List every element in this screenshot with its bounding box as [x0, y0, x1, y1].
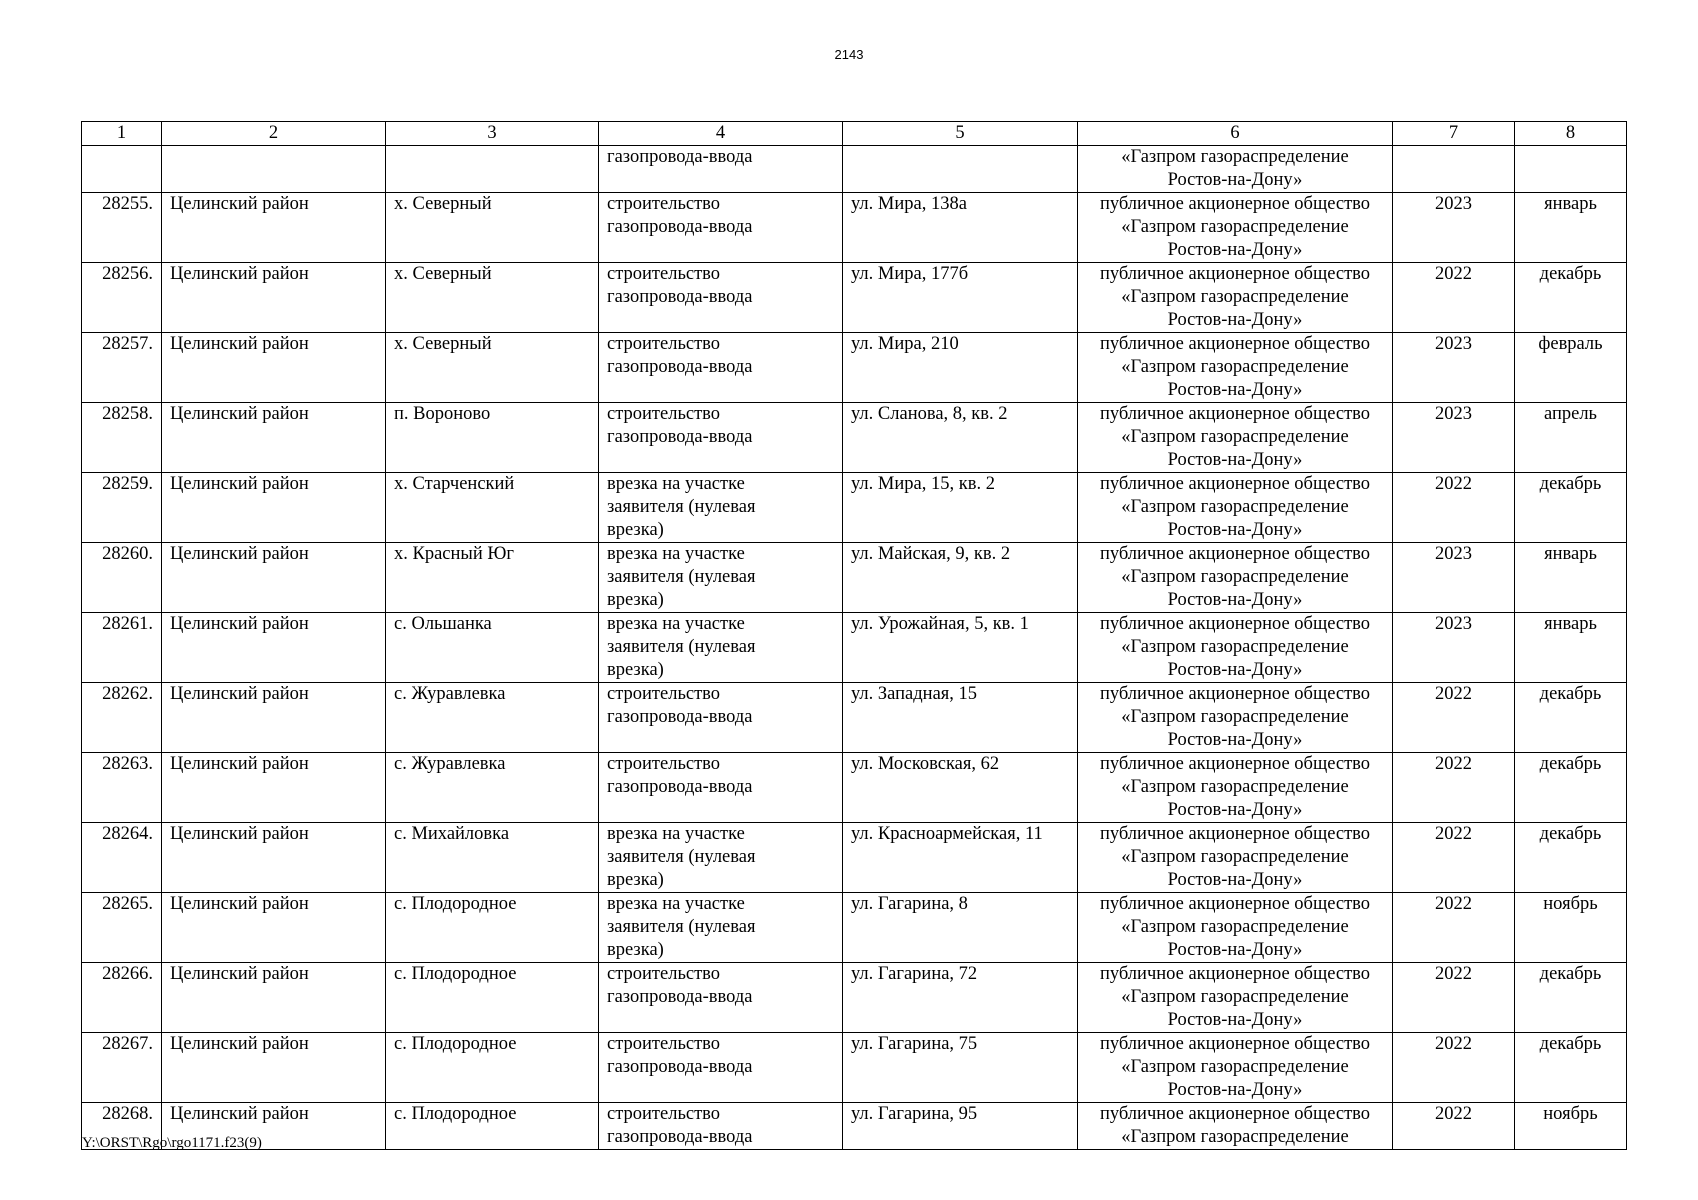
cell-year: 2022	[1393, 263, 1515, 333]
cell-organization	[1078, 403, 1393, 473]
cell-year: 2022	[1393, 1103, 1515, 1150]
cell-work	[599, 963, 843, 1033]
header-cell: 4	[599, 122, 843, 146]
cell-year: 2023	[1393, 403, 1515, 473]
org-line: «Газпром газораспределение	[1121, 1127, 1349, 1147]
work-line: врезка на участке	[607, 474, 745, 494]
org-line: «Газпром газораспределение	[1121, 637, 1349, 657]
cell-district: Целинский район	[162, 613, 386, 683]
org-line: публичное акционерное общество	[1099, 964, 1371, 984]
work-line: строительство	[607, 684, 721, 704]
table-row	[82, 893, 1627, 963]
cell-month: январь	[1515, 193, 1627, 263]
cell-num: 28268.	[82, 1103, 162, 1150]
cell-num: 28255.	[82, 193, 162, 263]
cell-month: декабрь	[1515, 473, 1627, 543]
cell-year: 2023	[1393, 333, 1515, 403]
org-line: Ростов-на-Дону»	[1167, 730, 1303, 750]
org-line: «Газпром газораспределение	[1121, 707, 1349, 727]
cell-organization	[1078, 146, 1393, 193]
cell-district: Целинский район	[162, 473, 386, 543]
cell-work	[599, 333, 843, 403]
org-line: «Газпром газораспределение	[1121, 217, 1349, 237]
cell-work	[599, 473, 843, 543]
org-line: публичное акционерное общество	[1099, 754, 1371, 774]
gas-connection-table	[81, 121, 1627, 1150]
cell-address	[843, 146, 1078, 193]
cell-address: ул. Красноармейская, 11	[843, 823, 1078, 893]
cell-organization	[1078, 473, 1393, 543]
page-number: 2143	[834, 47, 864, 62]
cell-work	[599, 613, 843, 683]
cell-organization	[1078, 683, 1393, 753]
cell-work	[599, 893, 843, 963]
work-line: врезка)	[607, 940, 664, 960]
org-line: Ростов-на-Дону»	[1167, 1010, 1303, 1030]
cell-year: 2022	[1393, 823, 1515, 893]
cell-year: 2022	[1393, 963, 1515, 1033]
work-line: газопровода-ввода	[607, 1057, 753, 1077]
table-row	[82, 333, 1627, 403]
header-cell: 6	[1078, 122, 1393, 146]
cell-organization	[1078, 543, 1393, 613]
header-cell: 1	[82, 122, 162, 146]
header-cell: 2	[162, 122, 386, 146]
cell-settlement: п. Вороново	[386, 403, 599, 473]
cell-month: декабрь	[1515, 963, 1627, 1033]
cell-month: ноябрь	[1515, 1103, 1627, 1150]
work-line: строительство	[607, 1034, 721, 1054]
table-row	[82, 263, 1627, 333]
org-line: Ростов-на-Дону»	[1167, 590, 1303, 610]
table-row	[82, 193, 1627, 263]
work-line: заявителя (нулевая	[607, 847, 756, 867]
cell-num: 28267.	[82, 1033, 162, 1103]
cell-organization	[1078, 193, 1393, 263]
cell-organization	[1078, 893, 1393, 963]
cell-organization	[1078, 613, 1393, 683]
org-line: «Газпром газораспределение	[1121, 777, 1349, 797]
cell-organization	[1078, 1033, 1393, 1103]
org-line: публичное акционерное общество	[1099, 684, 1371, 704]
file-path-footer: Y:\ORST\Rgo\rgo1171.f23(9)	[82, 1135, 262, 1151]
org-line: Ростов-на-Дону»	[1167, 450, 1303, 470]
cell-work	[599, 193, 843, 263]
org-line: Ростов-на-Дону»	[1167, 1080, 1303, 1100]
work-line: строительство	[607, 1104, 721, 1124]
cell-address: ул. Сланова, 8, кв. 2	[843, 403, 1078, 473]
work-line: строительство	[607, 964, 721, 984]
work-line: врезка)	[607, 520, 664, 540]
table-row	[82, 473, 1627, 543]
cell-district: Целинский район	[162, 543, 386, 613]
cell-year: 2023	[1393, 193, 1515, 263]
cell-district	[162, 146, 386, 193]
work-line: строительство	[607, 334, 721, 354]
cell-work	[599, 1033, 843, 1103]
work-line: заявителя (нулевая	[607, 637, 756, 657]
cell-work	[599, 146, 843, 193]
cell-district: Целинский район	[162, 263, 386, 333]
work-line: газопровода-ввода	[607, 427, 753, 447]
cell-address: ул. Московская, 62	[843, 753, 1078, 823]
cell-num: 28256.	[82, 263, 162, 333]
cell-settlement: с. Журавлевка	[386, 753, 599, 823]
org-line: публичное акционерное общество	[1099, 544, 1371, 564]
cell-year: 2022	[1393, 753, 1515, 823]
cell-num: 28257.	[82, 333, 162, 403]
cell-settlement: с. Плодородное	[386, 1033, 599, 1103]
cell-work	[599, 263, 843, 333]
org-line: публичное акционерное общество	[1099, 824, 1371, 844]
cell-month	[1515, 146, 1627, 193]
cell-month: апрель	[1515, 403, 1627, 473]
org-line: Ростов-на-Дону»	[1167, 170, 1303, 190]
cell-num: 28260.	[82, 543, 162, 613]
org-line: «Газпром газораспределение	[1121, 427, 1349, 447]
cell-district: Целинский район	[162, 193, 386, 263]
cell-month: декабрь	[1515, 823, 1627, 893]
org-line: «Газпром газораспределение	[1121, 147, 1349, 167]
cell-address: ул. Гагарина, 8	[843, 893, 1078, 963]
cell-work	[599, 683, 843, 753]
cell-month: декабрь	[1515, 683, 1627, 753]
work-line: врезка на участке	[607, 614, 745, 634]
cell-organization	[1078, 263, 1393, 333]
cell-month: декабрь	[1515, 263, 1627, 333]
org-line: «Газпром газораспределение	[1121, 357, 1349, 377]
cell-num: 28258.	[82, 403, 162, 473]
org-line: публичное акционерное общество	[1099, 614, 1371, 634]
table-row	[82, 683, 1627, 753]
continuation-row	[82, 146, 1627, 193]
cell-num: 28263.	[82, 753, 162, 823]
work-line: заявителя (нулевая	[607, 917, 756, 937]
cell-num: 28259.	[82, 473, 162, 543]
header-cell: 5	[843, 122, 1078, 146]
cell-address: ул. Гагарина, 95	[843, 1103, 1078, 1150]
org-line: публичное акционерное общество	[1099, 894, 1371, 914]
cell-district: Целинский район	[162, 683, 386, 753]
cell-address: ул. Мира, 210	[843, 333, 1078, 403]
table-row	[82, 1103, 1627, 1150]
cell-settlement: с. Плодородное	[386, 963, 599, 1033]
work-line: врезка)	[607, 870, 664, 890]
cell-address: ул. Майская, 9, кв. 2	[843, 543, 1078, 613]
org-line: Ростов-на-Дону»	[1167, 310, 1303, 330]
cell-settlement: с. Журавлевка	[386, 683, 599, 753]
cell-organization	[1078, 1103, 1393, 1150]
work-line: газопровода-ввода	[607, 777, 753, 797]
cell-num	[82, 146, 162, 193]
org-line: публичное акционерное общество	[1099, 1034, 1371, 1054]
org-line: Ростов-на-Дону»	[1167, 800, 1303, 820]
cell-district: Целинский район	[162, 333, 386, 403]
org-line: Ростов-на-Дону»	[1167, 870, 1303, 890]
work-line: заявителя (нулевая	[607, 567, 756, 587]
org-line: Ростов-на-Дону»	[1167, 660, 1303, 680]
cell-work	[599, 403, 843, 473]
org-line: «Газпром газораспределение	[1121, 497, 1349, 517]
org-line: публичное акционерное общество	[1099, 404, 1371, 424]
cell-num: 28265.	[82, 893, 162, 963]
cell-address: ул. Мира, 177б	[843, 263, 1078, 333]
cell-month: январь	[1515, 543, 1627, 613]
work-line: газопровода-ввода	[607, 987, 753, 1007]
cell-settlement: х. Северный	[386, 333, 599, 403]
cell-work	[599, 823, 843, 893]
cell-district: Целинский район	[162, 823, 386, 893]
cell-settlement: х. Старченский	[386, 473, 599, 543]
table-row	[82, 543, 1627, 613]
cell-settlement: с. Ольшанка	[386, 613, 599, 683]
cell-district: Целинский район	[162, 1103, 386, 1150]
cell-settlement: с. Плодородное	[386, 1103, 599, 1150]
work-line: врезка на участке	[607, 544, 745, 564]
cell-district: Целинский район	[162, 1033, 386, 1103]
cell-address: ул. Гагарина, 75	[843, 1033, 1078, 1103]
org-line: «Газпром газораспределение	[1121, 847, 1349, 867]
table-row	[82, 613, 1627, 683]
work-line: врезка на участке	[607, 894, 745, 914]
cell-work	[599, 1103, 843, 1150]
cell-work	[599, 543, 843, 613]
cell-district: Целинский район	[162, 403, 386, 473]
work-line: газопровода-ввода	[607, 1127, 753, 1147]
cell-organization	[1078, 753, 1393, 823]
cell-settlement: с. Плодородное	[386, 893, 599, 963]
table-row	[82, 1033, 1627, 1103]
org-line: Ростов-на-Дону»	[1167, 380, 1303, 400]
cell-address: ул. Гагарина, 72	[843, 963, 1078, 1033]
cell-settlement: с. Михайловка	[386, 823, 599, 893]
table-row	[82, 403, 1627, 473]
header-cell: 8	[1515, 122, 1627, 146]
work-line: врезка на участке	[607, 824, 745, 844]
org-line: «Газпром газораспределение	[1121, 1057, 1349, 1077]
cell-organization	[1078, 823, 1393, 893]
cell-year: 2023	[1393, 613, 1515, 683]
table-row	[82, 753, 1627, 823]
cell-month: декабрь	[1515, 1033, 1627, 1103]
header-row	[82, 122, 1627, 146]
cell-settlement	[386, 146, 599, 193]
cell-num: 28264.	[82, 823, 162, 893]
cell-address: ул. Западная, 15	[843, 683, 1078, 753]
cell-month: февраль	[1515, 333, 1627, 403]
cell-settlement: х. Красный Юг	[386, 543, 599, 613]
org-line: «Газпром газораспределение	[1121, 287, 1349, 307]
cell-num: 28261.	[82, 613, 162, 683]
work-line: строительство	[607, 404, 721, 424]
cell-num: 28262.	[82, 683, 162, 753]
org-line: публичное акционерное общество	[1099, 194, 1371, 214]
work-line: газопровода-ввода	[607, 287, 753, 307]
cell-month: ноябрь	[1515, 893, 1627, 963]
org-line: «Газпром газораспределение	[1121, 567, 1349, 587]
cell-district: Целинский район	[162, 963, 386, 1033]
cell-year: 2022	[1393, 1033, 1515, 1103]
org-line: публичное акционерное общество	[1099, 334, 1371, 354]
cell-month: январь	[1515, 613, 1627, 683]
org-line: публичное акционерное общество	[1099, 1104, 1371, 1124]
work-line: строительство	[607, 264, 721, 284]
cell-address: ул. Урожайная, 5, кв. 1	[843, 613, 1078, 683]
org-line: Ростов-на-Дону»	[1167, 520, 1303, 540]
org-line: Ростов-на-Дону»	[1167, 240, 1303, 260]
work-line: врезка)	[607, 660, 664, 680]
work-line: газопровода-ввода	[607, 357, 753, 377]
work-line: строительство	[607, 754, 721, 774]
cell-organization	[1078, 333, 1393, 403]
org-line: «Газпром газораспределение	[1121, 987, 1349, 1007]
cell-year: 2022	[1393, 473, 1515, 543]
cell-organization	[1078, 963, 1393, 1033]
work-line: газопровода-ввода	[607, 217, 753, 237]
table-row	[82, 823, 1627, 893]
cell-settlement: х. Северный	[386, 263, 599, 333]
cell-year: 2023	[1393, 543, 1515, 613]
org-line: публичное акционерное общество	[1099, 264, 1371, 284]
work-line: газопровода-ввода	[607, 707, 753, 727]
cell-work	[599, 753, 843, 823]
cell-year: 2022	[1393, 893, 1515, 963]
table-row	[82, 963, 1627, 1033]
cell-district: Целинский район	[162, 753, 386, 823]
work-line: строительство	[607, 194, 721, 214]
header-cell: 3	[386, 122, 599, 146]
work-line: заявителя (нулевая	[607, 497, 756, 517]
cell-year: 2022	[1393, 683, 1515, 753]
org-line: публичное акционерное общество	[1099, 474, 1371, 494]
org-line: «Газпром газораспределение	[1121, 917, 1349, 937]
work-line: газопровода-ввода	[607, 147, 753, 167]
cell-address: ул. Мира, 138а	[843, 193, 1078, 263]
cell-num: 28266.	[82, 963, 162, 1033]
org-line: Ростов-на-Дону»	[1167, 940, 1303, 960]
cell-address: ул. Мира, 15, кв. 2	[843, 473, 1078, 543]
cell-month: декабрь	[1515, 753, 1627, 823]
work-line: врезка)	[607, 590, 664, 610]
cell-year	[1393, 146, 1515, 193]
cell-settlement: х. Северный	[386, 193, 599, 263]
cell-district: Целинский район	[162, 893, 386, 963]
header-cell: 7	[1393, 122, 1515, 146]
